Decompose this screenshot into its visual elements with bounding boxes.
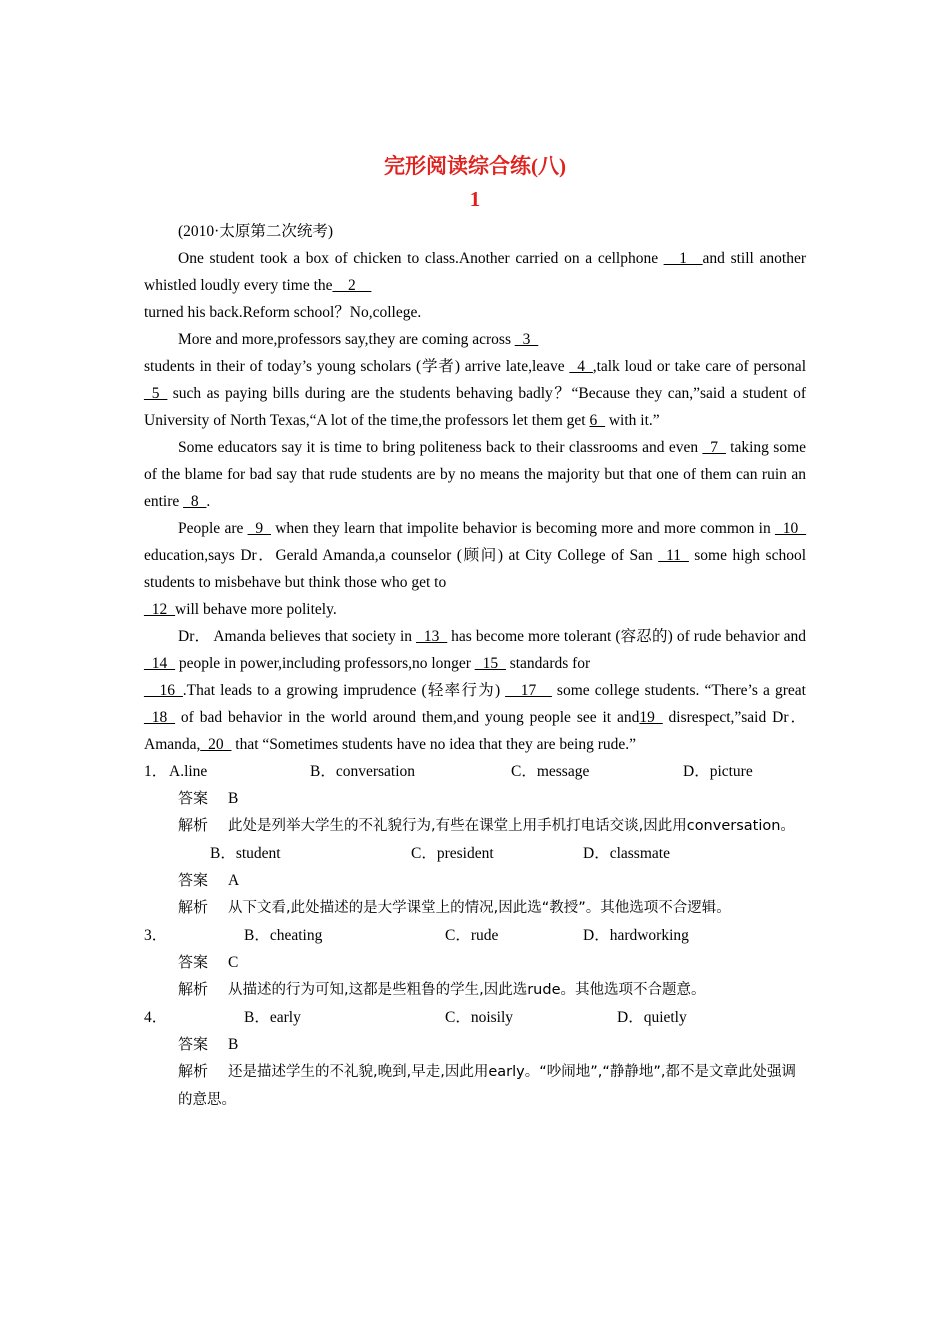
analysis-text: 还是描述学生的不礼貌,晚到,早走,因此用early。“吵闹地”,“静静地”,都不是文章此处强调的意思。 — [178, 1064, 796, 1108]
passage-paragraph-3: Some educators say it is time to bring politeness back to their classrooms and even _7_ taking some of the blame for bad say that rude students are by no means the majority but that one of them can ruin an entire _8_. — [144, 439, 807, 510]
question-3-options — [144, 922, 806, 949]
answer-value: B — [228, 790, 239, 807]
analysis: 解析 还是描述学生的不礼貌,晚到,早走,因此用early。“吵闹地”,“静静地”,都不是文章此处强调的意思。 — [178, 1062, 796, 1108]
analysis: 解析 此处是列举大学生的不礼貌行为,有些在课堂上用手机打电话交谈,因此用conversation。 — [178, 816, 795, 834]
option-c: C．message — [511, 763, 590, 780]
option-b: B．early — [244, 1009, 301, 1026]
option-d: D．hardworking — [583, 927, 689, 944]
question-number: 1． — [144, 763, 168, 780]
question-number: 3． — [144, 927, 168, 944]
option-d: D．classmate — [583, 845, 670, 862]
section-number: 1 — [469, 187, 481, 211]
blank-17: __17__ — [505, 682, 552, 699]
answer-line: 答案 B — [178, 789, 239, 807]
blank-20: _20_ — [200, 736, 232, 753]
answer-value: A — [228, 872, 240, 889]
analysis-text: 此处是列举大学生的不礼貌行为,有些在课堂上用手机打电话交谈,因此用conversation。 — [228, 818, 795, 834]
blank-8: _8_ — [183, 493, 207, 510]
passage-paragraph-2: More and more,professors say,they are coming across _3_ — [178, 331, 539, 348]
passage-paragraph-4: People are _9_ when they learn that impolite behavior is becoming more and more common in _10_ education,says Dr．Gerald Amanda,a counselor (顾问) at City College of San _11_ some high school students to misbehave but think those who get to — [144, 520, 807, 591]
blank-3: _3_ — [514, 331, 539, 348]
blank-6: 6_ — [589, 412, 605, 429]
answer-line: 答案 A — [178, 871, 240, 889]
answer-line: 答案 C — [178, 953, 239, 971]
blank-18: _18_ — [144, 709, 175, 726]
blank-1: __1__ — [663, 250, 703, 267]
blank-5: _5_ — [144, 385, 168, 402]
passage-paragraph-1: One student took a box of chicken to class.Another carried on a cellphone __1__and still another whistled loudly every time the__2__ — [144, 250, 806, 294]
analysis-text: 从下文看,此处描述的是大学课堂上的情况,因此选“教授”。其他选项不合逻辑。 — [228, 900, 731, 916]
blank-4: _4_ — [569, 358, 593, 375]
answer-value: C — [228, 954, 239, 971]
passage-paragraph-5: Dr． Amanda believes that society in _13_ has become more tolerant (容忍的) of rude behavior and _14_ people in power,including professors,no longer _15_ standards for — [144, 628, 807, 672]
answer-value: B — [228, 1036, 239, 1053]
blank-10: _10_ — [775, 520, 807, 537]
question-number: 4． — [144, 1009, 168, 1026]
answer-line: 答案 B — [178, 1035, 239, 1053]
option-a: A.line — [169, 763, 208, 780]
blank-14: _14_ — [144, 655, 175, 672]
blank-9: _9_ — [247, 520, 271, 537]
passage-paragraph-4-cont: _12_will behave more politely. — [144, 601, 337, 618]
option-c: C．noisily — [445, 1009, 514, 1026]
option-c: C．rude — [445, 927, 499, 944]
blank-16: __16_ — [144, 682, 183, 699]
blank-2: __2__ — [332, 277, 372, 294]
passage-line: turned his back.Reform school？No,college. — [144, 304, 422, 321]
option-d: D．picture — [683, 763, 753, 780]
analysis-text: 从描述的行为可知,这都是些粗鲁的学生,因此选rude。其他选项不合题意。 — [228, 982, 706, 998]
question-2-options — [144, 840, 806, 867]
passage-paragraph-5-cont: __16_.That leads to a growing imprudence (轻率行为) __17__ some college students. “There’s a great _18_ of bad behavior in the world around them,and young people see it and19_ disrespect,”said Dr． Amanda,_20_ that “Sometimes students have no idea that they are being rude.” — [144, 682, 806, 753]
page-title: 完形阅读综合练(八) — [384, 154, 566, 178]
question-4-options — [144, 1004, 806, 1031]
option-b: B．student — [210, 845, 281, 862]
blank-11: _11_ — [658, 547, 689, 564]
analysis: 解析 从描述的行为可知,这都是些粗鲁的学生,因此选rude。其他选项不合题意。 — [178, 980, 706, 998]
analysis: 解析 从下文看,此处描述的是大学课堂上的情况,因此选“教授”。其他选项不合逻辑。 — [178, 898, 731, 916]
option-b: B．cheating — [244, 927, 323, 944]
blank-12: _12_ — [144, 601, 175, 618]
blank-13: _13_ — [416, 628, 448, 645]
question-1-options — [144, 758, 806, 785]
blank-7: _7_ — [702, 439, 726, 456]
document-page — [144, 150, 806, 1114]
option-b: B．conversation — [310, 763, 416, 780]
option-d: D．quietly — [617, 1009, 687, 1026]
blank-19: 19_ — [639, 709, 663, 726]
passage-paragraph-2-cont: students in their of today’s young scholars (学者) arrive late,leave _4_,talk loud or take care of personal _5_ such as paying bills during are the students behaving badly？“Because they can,”said a student of University of North Texas,“A lot of the time,the professors let them get 6_ with it.” — [144, 358, 806, 429]
option-c: C．president — [411, 845, 494, 862]
source-note: (2010·太原第二次统考) — [178, 223, 333, 240]
blank-15: _15_ — [474, 655, 506, 672]
